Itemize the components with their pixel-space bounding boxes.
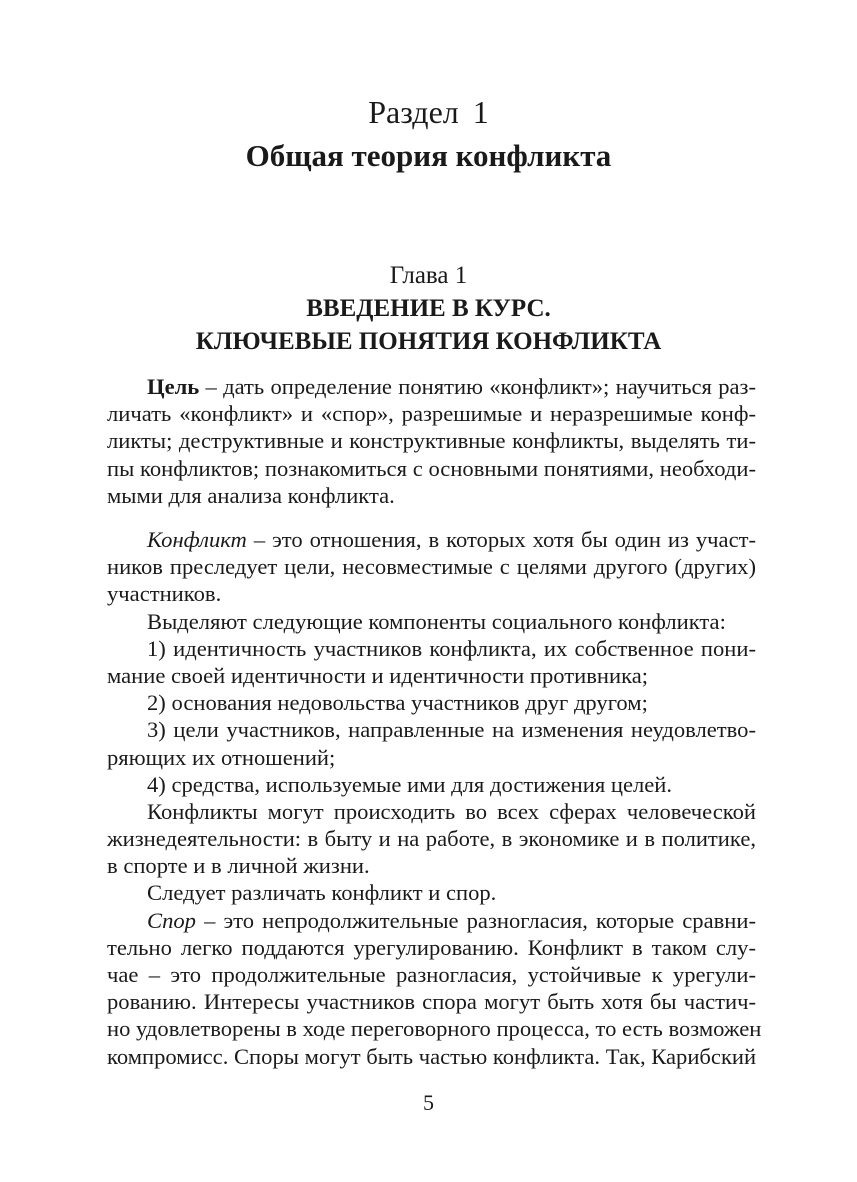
chapter-label: Глава 1: [389, 262, 468, 289]
body-text: [107, 526, 762, 1070]
text-line: участников.: [107, 581, 222, 607]
text-line: мыми для анализа конфликта.: [107, 482, 395, 508]
text-line: мание своей идентичности и идентичности противника;: [107, 662, 649, 688]
text-line: Конфликты могут происходить во всех сферах человеческой: [147, 798, 756, 824]
list-item: 1) идентичность участников конфликта, их собственное пони-: [147, 635, 756, 661]
text-line: Цель – дать определение понятию «конфликт»; научиться раз-: [147, 374, 756, 399]
text-line: но удовлетворены в ходе переговорного процесса, то есть возможен: [107, 1016, 762, 1042]
text-line: чае – это продолжительные разногласия, устойчивые к урегули-: [107, 962, 756, 987]
chapter-title: [0, 292, 857, 358]
section-label: Раздел 1: [368, 94, 489, 130]
text-line: Конфликт – это отношения, в которых хотя бы один из участ-: [147, 527, 756, 552]
text-line: пы конфликтов; познакомиться с основными понятиями, необходи-: [107, 455, 756, 481]
text-line: в спорте и в личной жизни.: [107, 853, 370, 879]
text-line: Следует различать конфликт и спор.: [147, 880, 497, 906]
text-line: ликты; деструктивные и конструктивные конфликты, выделять ти-: [107, 428, 756, 454]
list-item: 3) цели участников, направленные на изменения неудовлетво-: [147, 717, 756, 743]
section-title: Общая теория конфликта: [245, 138, 612, 173]
text-line: жизнедеятельности: в быту и на работе, в экономике и в политике,: [107, 826, 756, 852]
goal-term: Цель: [147, 374, 200, 399]
list-item: 4) средства, используемые ими для достижения целей.: [147, 771, 673, 797]
text-line: личать «конфликт» и «спор», разрешимые и неразрешимые конф-: [107, 401, 756, 427]
page-number: 5: [423, 1090, 434, 1115]
text-line: тельно легко поддаются урегулированию. Конфликт в таком слу-: [107, 934, 756, 960]
chapter-title-line: ВВЕДЕНИЕ В КУРС.: [306, 295, 551, 322]
text-line: ряющих их отношений;: [107, 744, 336, 770]
conflict-term: Конфликт: [147, 527, 247, 552]
text-line: ников преследует цели, несовместимые с целями другого (других): [107, 554, 756, 580]
goal-paragraph: [107, 373, 756, 509]
chapter-title-line: КЛЮЧЕВЫЕ ПОНЯТИЯ КОНФЛИКТА: [195, 328, 662, 355]
text-line: компромисс. Споры могут быть частью конфликта. Так, Карибский: [107, 1043, 757, 1069]
dispute-term: Спор: [147, 907, 196, 933]
list-item: 2) основания недовольства участников друг другом;: [147, 690, 648, 716]
text-line: Выделяют следующие компоненты социального конфликта:: [147, 608, 726, 634]
text-line: рованию. Интересы участников спора могут быть хотя бы частич-: [107, 989, 756, 1015]
text-line: Спор – это непродолжительные разногласия, которые сравни-: [147, 907, 756, 933]
